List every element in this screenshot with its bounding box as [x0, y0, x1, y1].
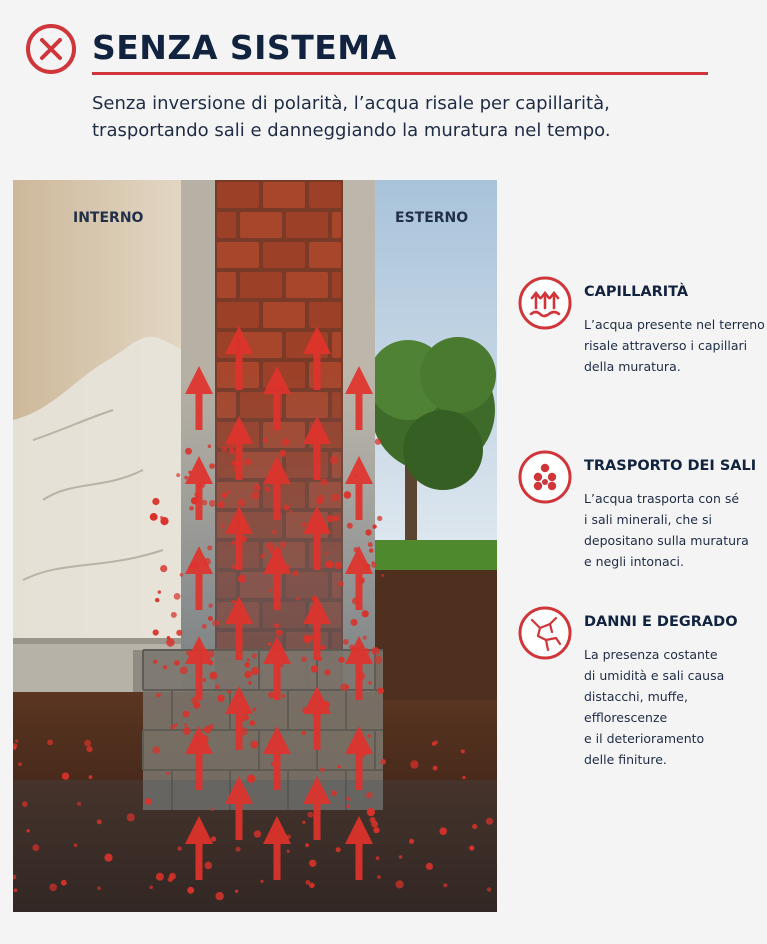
brick — [217, 242, 259, 268]
feature-description: L’acqua presente nel terreno risale attraverso i capillari della muratura. — [584, 317, 765, 374]
brick — [263, 302, 305, 328]
page-title: SENZA SISTEMA — [92, 28, 397, 67]
wall-cross-section-diagram — [13, 180, 497, 912]
brick — [240, 332, 282, 358]
brick — [286, 272, 328, 298]
x-circle-icon — [24, 22, 78, 76]
brick — [217, 332, 236, 358]
salt-crystals-icon — [518, 450, 572, 504]
brick — [309, 302, 341, 328]
brick — [217, 302, 259, 328]
exterior-label: ESTERNO — [395, 210, 469, 226]
brick — [286, 332, 328, 358]
interior-label: INTERNO — [73, 210, 144, 226]
brick — [263, 182, 305, 208]
brick — [263, 242, 305, 268]
page-subtitle: Senza inversione di polarità, l’acqua risale per capillarità, trasportando sali e danneggiando la muratura nel tempo. — [92, 93, 611, 141]
brick — [332, 272, 341, 298]
feature-title: TRASPORTO DEI SALI — [584, 458, 757, 474]
brick — [240, 272, 282, 298]
brick — [332, 212, 341, 238]
grass — [373, 540, 497, 570]
brick — [217, 272, 236, 298]
cracked-wall-icon — [518, 606, 572, 660]
feature-title: DANNI E DEGRADO — [584, 614, 738, 630]
brick — [332, 332, 341, 358]
brick — [240, 212, 282, 238]
feature-title: CAPILLARITÀ — [584, 284, 689, 300]
brick — [286, 212, 328, 238]
title-underline — [92, 72, 708, 75]
feature-description: L’acqua trasporta con sé i sali minerali, che si depositano sulla muratura e negli intonaci. — [584, 491, 749, 569]
brick — [217, 182, 259, 208]
brick — [217, 212, 236, 238]
capillary-arrows-icon — [518, 276, 572, 330]
brick — [309, 182, 341, 208]
feature-description: La presenza costante di umidità e sali causa distacchi, muffe, efflorescenze e il deterioramento delle finiture. — [584, 647, 725, 767]
brick — [309, 242, 341, 268]
